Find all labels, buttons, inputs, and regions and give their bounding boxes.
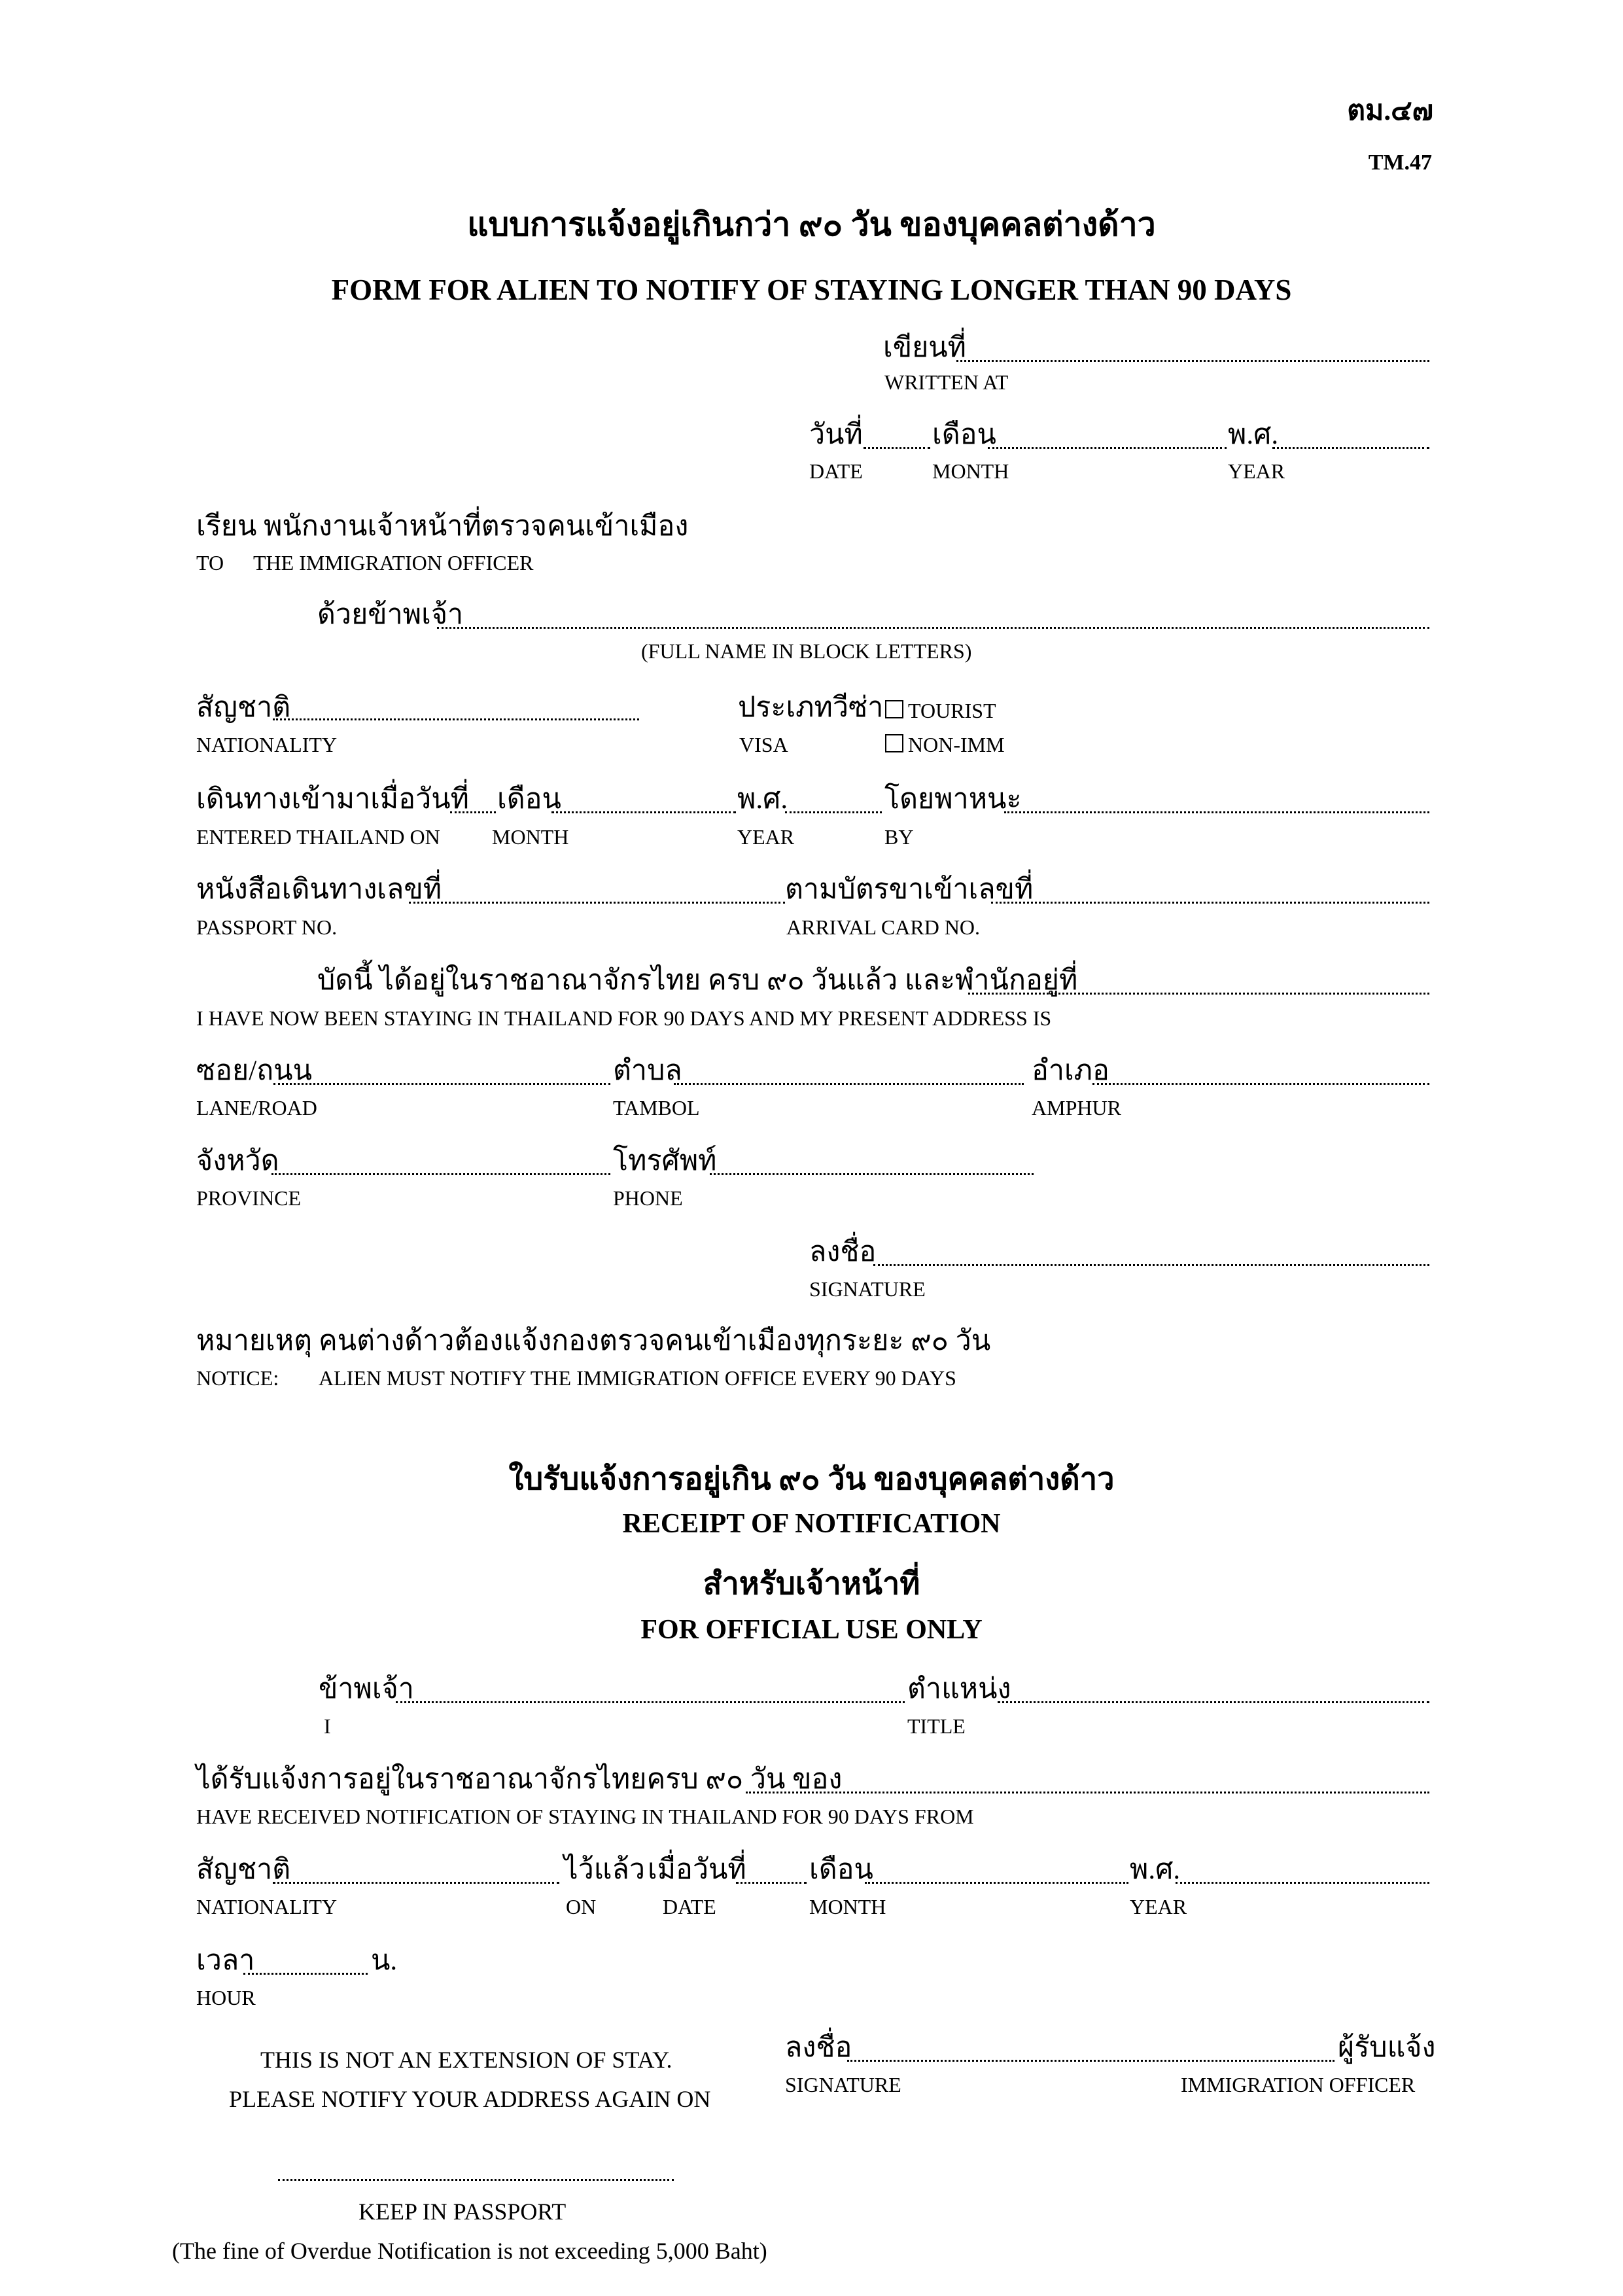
hour-field[interactable] [243, 1973, 368, 1975]
passport-label-th: หนังสือเดินทางเลขที่ [196, 874, 442, 905]
province-field[interactable] [271, 1173, 610, 1175]
receipt-year-label-th: พ.ศ. [1130, 1854, 1181, 1885]
nationality-label-en: NATIONALITY [196, 733, 338, 756]
receipt-year-field[interactable] [1176, 1882, 1429, 1884]
visa-nonimm-checkbox[interactable] [885, 734, 903, 752]
lane-label-en: LANE/ROAD [196, 1096, 317, 1120]
received-label-th: ได้รับแจ้งการอยู่ในราชอาณาจักรไทยครบ ๙๐ วัน ของ [196, 1764, 843, 1795]
fullname-hint: (FULL NAME IN BLOCK LETTERS) [641, 639, 972, 663]
receipt-sign-label-th: ลงชื่อ [785, 2032, 852, 2063]
entered-year-field[interactable] [785, 811, 882, 813]
province-label-th: จังหวัด [196, 1146, 279, 1176]
official-use-th: สำหรับเจ้าหน้าที่ [703, 1567, 920, 1601]
hour-label-th: เวลา [196, 1945, 255, 1976]
receipt-officer-label-en: IMMIGRATION OFFICER [1181, 2073, 1416, 2096]
date-year-label-en: YEAR [1228, 459, 1285, 483]
date-day-field[interactable] [864, 447, 930, 449]
to-officer-en: THE IMMIGRATION OFFICER [253, 551, 534, 574]
entered-year-label-en: YEAR [737, 825, 795, 849]
lane-label-th: ซอย/ถนน [196, 1055, 312, 1086]
fullname-field[interactable] [437, 627, 1429, 629]
receipt-signature-field[interactable] [847, 2060, 1335, 2062]
next-notify-date-field[interactable] [278, 2179, 674, 2181]
date-day-label-th: วันที่ [809, 419, 863, 450]
visa-label-th: ประเภทวีซ่า [738, 692, 884, 723]
receipt-on-label-th: ไว้แล้ว [564, 1854, 645, 1885]
entered-by-label-en: BY [884, 825, 914, 849]
fullname-label-th: ด้วยข้าพเจ้า [317, 599, 464, 630]
receipt-officer-name-field[interactable] [396, 1701, 905, 1703]
amphur-label-th: อำเภอ [1032, 1055, 1109, 1086]
receipt-sign-label-en: SIGNATURE [785, 2073, 901, 2096]
date-month-label-en: MONTH [932, 459, 1009, 483]
lane-field[interactable] [273, 1083, 610, 1085]
staying-label-th: บัดนี้ ได้อยู่ในราชอาณาจักรไทย ครบ ๙๐ วันแล้ว และพำนักอยู่ที่ [317, 965, 1078, 996]
form-code-en: TM.47 [1368, 150, 1432, 175]
notice-label-th: หมายเหตุ [196, 1326, 312, 1356]
phone-label-en: PHONE [613, 1186, 683, 1210]
tambol-label-th: ตำบล [613, 1055, 682, 1086]
passport-field[interactable] [409, 902, 785, 904]
receipt-title-label-th: ตำแหน่ง [907, 1674, 1011, 1704]
signature-label-en: SIGNATURE [809, 1277, 926, 1301]
hour-unit-th: น. [371, 1945, 398, 1976]
entered-by-label-th: โดยพาหนะ [884, 784, 1022, 815]
arrival-card-field[interactable] [991, 902, 1429, 904]
province-label-en: PROVINCE [196, 1186, 302, 1210]
nationality-label-th: สัญชาติ [196, 692, 291, 723]
date-month-label-th: เดือน [932, 419, 996, 450]
fine-note-text: (The fine of Overdue Notification is not exceeding 5,000 Baht) [172, 2238, 767, 2264]
received-label-en: HAVE RECEIVED NOTIFICATION OF STAYING IN THAILAND FOR 90 DAYS FROM [196, 1805, 974, 1828]
visa-tourist-label: TOURIST [908, 699, 996, 722]
receipt-date-label-en: DATE [663, 1895, 716, 1918]
notify-again-text: PLEASE NOTIFY YOUR ADDRESS AGAIN ON [229, 2086, 711, 2112]
nationality-field[interactable] [273, 718, 639, 720]
receipt-date-label-th: เมื่อวันที่ [648, 1854, 746, 1885]
arrival-card-label-en: ARRIVAL CARD NO. [786, 915, 981, 939]
receipt-date-field[interactable] [736, 1882, 807, 1884]
receipt-nationality-label-th: สัญชาติ [196, 1854, 291, 1885]
written-at-label-th: เขียนที่ [883, 332, 967, 363]
hour-label-en: HOUR [196, 1986, 256, 2009]
entered-label-en: ENTERED THAILAND ON [196, 825, 440, 849]
arrival-card-label-th: ตามบัตรขาเข้าเลขที่ [785, 874, 1034, 905]
date-year-field[interactable] [1272, 447, 1429, 449]
receipt-officer-title-field[interactable] [998, 1701, 1429, 1703]
receipt-title-en: RECEIPT OF NOTIFICATION [622, 1509, 1001, 1539]
visa-tourist-checkbox[interactable] [885, 700, 903, 718]
receipt-i-label-th: ข้าพเจ้า [319, 1674, 414, 1704]
receipt-nationality-label-en: NATIONALITY [196, 1895, 338, 1918]
keep-in-passport-text: KEEP IN PASSPORT [358, 2199, 567, 2225]
notice-text-th: คนต่างด้าวต้องแจ้งกองตรวจคนเข้าเมืองทุกระยะ ๙๐ วัน [319, 1326, 991, 1356]
staying-address-field[interactable] [968, 993, 1429, 995]
receipt-officer-label-th: ผู้รับแจ้ง [1338, 2032, 1436, 2063]
amphur-field[interactable] [1092, 1083, 1429, 1085]
receipt-nationality-field[interactable] [273, 1882, 559, 1884]
receipt-title-label-en: TITLE [907, 1714, 966, 1738]
receipt-month-field[interactable] [865, 1882, 1128, 1884]
official-use-en: FOR OFFICIAL USE ONLY [640, 1615, 983, 1645]
tambol-field[interactable] [674, 1083, 1024, 1085]
receipt-month-label-th: เดือน [809, 1854, 873, 1885]
form-title-th: แบบการแจ้งอยู่เกินกว่า ๙๐ วัน ของบุคคลต่างด้าว [467, 206, 1156, 243]
receipt-title-th: ใบรับแจ้งการอยู่เกิน ๙๐ วัน ของบุคคลต่างด้าว [508, 1462, 1115, 1496]
entered-month-label-th: เดือน [497, 784, 561, 815]
date-year-label-th: พ.ศ. [1228, 419, 1279, 450]
entered-month-field[interactable] [551, 811, 736, 813]
tambol-label-en: TAMBOL [613, 1096, 700, 1120]
phone-field[interactable] [710, 1173, 1034, 1175]
to-label-th: เรียน พนักงานเจ้าหน้าที่ตรวจคนเข้าเมือง [196, 511, 689, 542]
to-label-en: TO [196, 551, 224, 574]
date-day-label-en: DATE [809, 459, 863, 483]
receipt-on-label-en: ON [566, 1895, 597, 1918]
date-month-field[interactable] [988, 447, 1227, 449]
received-from-field[interactable] [746, 1792, 1429, 1793]
not-extension-text: THIS IS NOT AN EXTENSION OF STAY. [260, 2047, 672, 2073]
notice-label-en: NOTICE: [196, 1366, 279, 1390]
notice-text-en: ALIEN MUST NOTIFY THE IMMIGRATION OFFICE EVERY 90 DAYS [319, 1366, 956, 1390]
entered-year-label-th: พ.ศ. [737, 784, 788, 815]
entered-day-field[interactable] [450, 811, 496, 813]
form-title-en: FORM FOR ALIEN TO NOTIFY OF STAYING LONGER THAN 90 DAYS [331, 274, 1292, 306]
receipt-i-label-en: I [324, 1714, 331, 1738]
visa-nonimm-label: NON-IMM [908, 733, 1005, 756]
staying-label-en: I HAVE NOW BEEN STAYING IN THAILAND FOR 90 DAYS AND MY PRESENT ADDRESS IS [196, 1006, 1052, 1030]
signature-field[interactable] [873, 1264, 1429, 1266]
entered-month-label-en: MONTH [492, 825, 569, 849]
receipt-month-label-en: MONTH [809, 1895, 886, 1918]
receipt-year-label-en: YEAR [1130, 1895, 1187, 1918]
amphur-label-en: AMPHUR [1032, 1096, 1121, 1120]
phone-label-th: โทรศัพท์ [613, 1146, 717, 1176]
entered-label-th: เดินทางเข้ามาเมื่อวันที่ [196, 784, 469, 815]
form-code-th: ตม.๔๗ [1347, 96, 1433, 126]
written-at-label-en: WRITTEN AT [884, 370, 1009, 394]
visa-label-en: VISA [739, 733, 788, 756]
signature-label-th: ลงชื่อ [809, 1237, 877, 1267]
written-at-field[interactable] [956, 360, 1429, 362]
entered-by-field[interactable] [1004, 811, 1429, 813]
passport-label-en: PASSPORT NO. [196, 915, 338, 939]
